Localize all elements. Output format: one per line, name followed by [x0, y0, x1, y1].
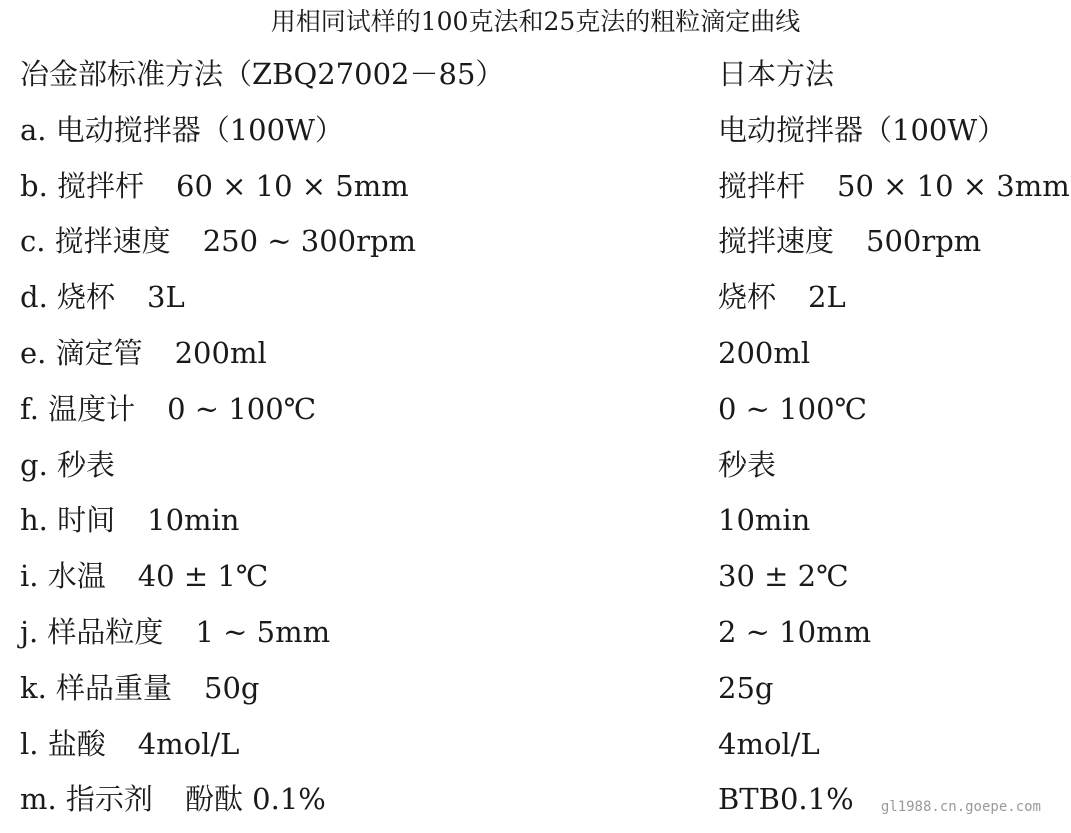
- right-item-value: 2L: [808, 280, 846, 315]
- list-item: [0, 443, 1071, 499]
- left-method-heading: 冶金部标准方法（ZBQ27002－85）: [20, 57, 505, 91]
- right-column-item: [718, 275, 846, 319]
- list-item: [0, 108, 1071, 164]
- left-item-value: 4mol/L: [137, 726, 240, 761]
- list-item: [0, 610, 1071, 666]
- list-item: [0, 722, 1071, 778]
- right-column-item: [718, 219, 981, 263]
- right-item-value: 200ml: [718, 335, 811, 370]
- right-column-item: [718, 108, 1006, 152]
- right-column-item: [718, 722, 820, 766]
- left-item-value: 60 × 10 × 5mm: [176, 168, 409, 203]
- left-column-item: [20, 219, 416, 263]
- list-item: [0, 666, 1071, 722]
- left-item-label: h. 时间: [20, 503, 116, 538]
- right-item-value: 50 × 10 × 3mm: [837, 168, 1070, 203]
- right-item-label: 烧杯: [718, 280, 777, 315]
- left-column-item: [20, 722, 239, 766]
- list-item: [0, 498, 1071, 554]
- right-column-item: [718, 443, 776, 487]
- left-column-item: [20, 331, 267, 375]
- left-item-value: 3L: [147, 280, 185, 315]
- list-item: [0, 164, 1071, 220]
- left-item-value: 酚酞 0.1%: [184, 782, 326, 817]
- list-item: [0, 219, 1071, 275]
- left-item-value: 40 ± 1℃: [137, 559, 269, 594]
- right-item-value: 30 ± 2℃: [718, 559, 849, 594]
- left-item-label: b. 搅拌杆: [20, 168, 145, 203]
- right-item-value: 4mol/L: [718, 726, 820, 761]
- left-item-label: c. 搅拌速度: [20, 224, 171, 259]
- right-column-item: [718, 498, 810, 542]
- right-item-value: 0 ~ 100℃: [718, 391, 867, 426]
- left-column-item: [20, 777, 326, 821]
- right-item-value: 10min: [718, 503, 811, 538]
- left-item-value: 0 ~ 100℃: [167, 391, 317, 426]
- header-row: [0, 52, 1071, 108]
- left-item-label: a. 电动搅拌器（100W）: [20, 112, 344, 147]
- list-item: [0, 554, 1071, 610]
- left-column-item: [20, 554, 268, 598]
- left-item-value: 1 ~ 5mm: [195, 614, 331, 649]
- comparison-list: [0, 52, 1071, 833]
- left-item-value: 200ml: [174, 335, 267, 370]
- left-column-item: [20, 443, 147, 487]
- left-item-label: f. 温度计: [20, 391, 136, 426]
- left-column-item: [20, 108, 376, 152]
- right-method-heading: 日本方法: [718, 57, 835, 91]
- right-item-value: BTB0.1%: [718, 782, 854, 817]
- list-item: [0, 275, 1071, 331]
- left-item-label: k. 样品重量: [20, 670, 173, 705]
- left-item-label: d. 烧杯: [20, 280, 116, 315]
- right-item-label: 电动搅拌器（100W）: [718, 112, 1007, 147]
- list-item: [0, 387, 1071, 443]
- right-column-item: [718, 777, 854, 821]
- right-item-value: 2 ~ 10mm: [718, 614, 872, 649]
- right-column-item: [718, 666, 773, 710]
- right-item-value: 500rpm: [866, 224, 982, 259]
- watermark-text: gl1988.cn.goepe.com: [880, 799, 1041, 815]
- left-item-label: m. 指示剂: [20, 782, 153, 817]
- right-item-label: 搅拌杆: [718, 168, 806, 203]
- right-column-item: [718, 387, 867, 431]
- left-column-item: [20, 387, 316, 431]
- right-column-item: [718, 610, 871, 654]
- right-column-item: [718, 331, 810, 375]
- left-item-value: 10min: [147, 503, 240, 538]
- left-column-item: [20, 164, 409, 208]
- left-column-item: [20, 610, 330, 654]
- left-item-label: i. 水温: [20, 559, 106, 594]
- right-column-item: [718, 554, 849, 598]
- left-column-item: [20, 498, 239, 542]
- right-item-label: 搅拌速度: [718, 224, 835, 259]
- right-item-value: 25g: [718, 670, 774, 705]
- page-title: 用相同试样的100克法和25克法的粗粒滴定曲线: [270, 7, 801, 36]
- right-item-value: 秒表: [718, 447, 777, 482]
- left-column-item: [20, 275, 185, 319]
- left-item-label: j. 样品粒度: [20, 614, 164, 649]
- left-item-label: g. 秒表: [20, 447, 116, 482]
- left-item-value: 250 ~ 300rpm: [202, 224, 417, 259]
- right-column-item: [718, 164, 1070, 208]
- list-item: [0, 331, 1071, 387]
- left-item-value: 50g: [204, 670, 260, 705]
- left-item-label: l. 盐酸: [20, 726, 106, 761]
- left-item-label: e. 滴定管: [20, 335, 143, 370]
- left-column-item: [20, 666, 259, 710]
